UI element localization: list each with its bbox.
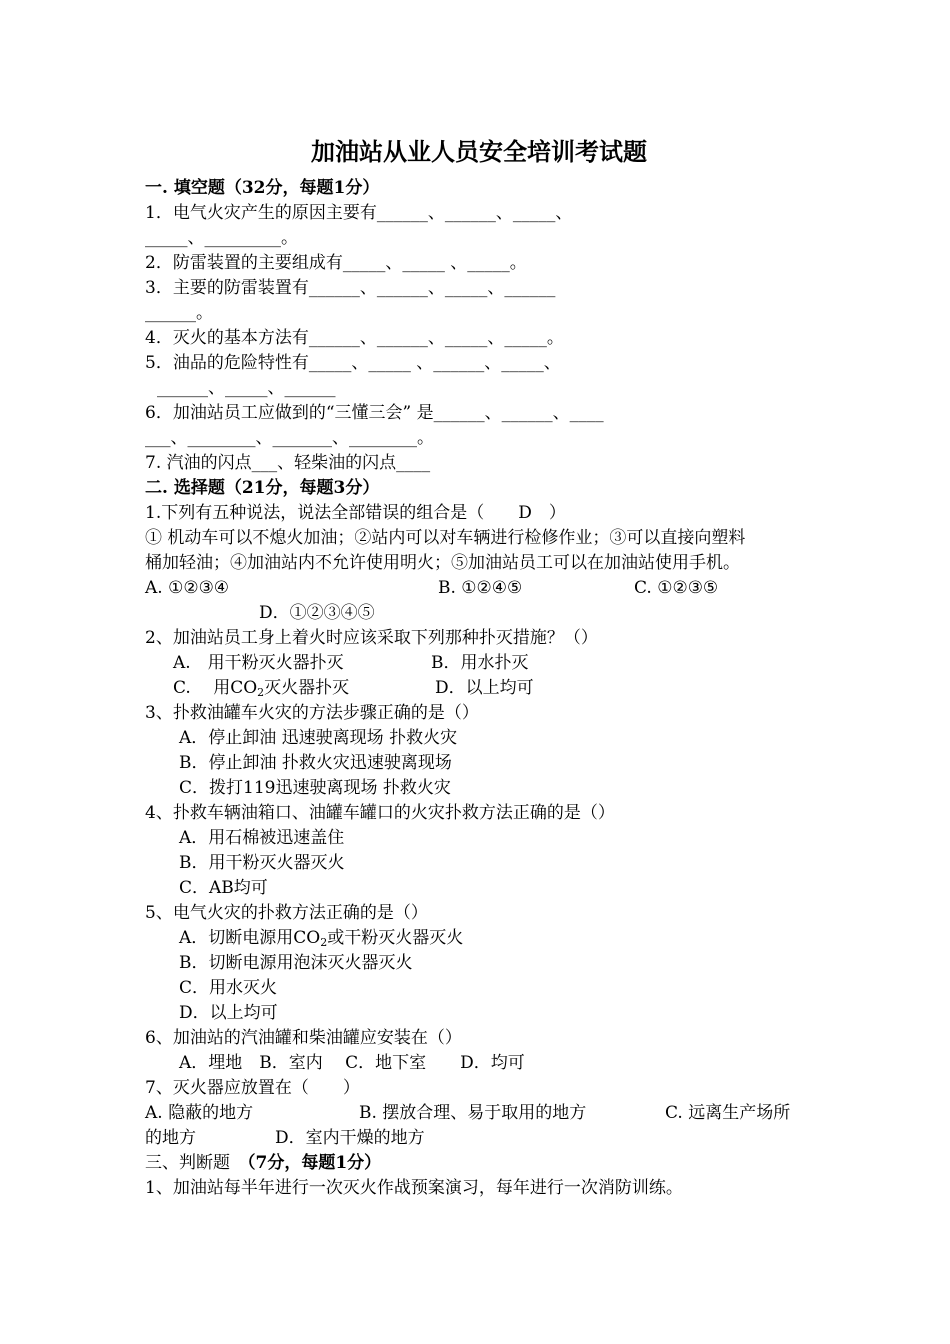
option-b: B．用干粉灭火器灭火 — [179, 853, 345, 873]
option-a: A．切断电源用$CO_2$或干粉灭火器灭火 — [179, 928, 464, 949]
option-d: D．以上均可 — [179, 1003, 278, 1023]
fill-line: ______。 — [145, 303, 213, 323]
question-text: 桶加轻油；④加油站内不允许使用明火；⑤加油站员工可以在加油站使用手机。 — [145, 553, 740, 573]
option-a: A. 用干粉灭火器扑灭 — [173, 653, 344, 673]
option-a: A. 隐蔽的地方 — [145, 1103, 254, 1123]
option-row — [145, 651, 813, 676]
fill-line: 7. 汽油的闪点___、轻柴油的闪点____ — [145, 453, 431, 473]
question-stem: 3、扑救油罐车火灾的方法步骤正确的是（） — [145, 703, 479, 723]
fill-line: ___、________、_______、________。 — [145, 428, 434, 448]
option-row — [145, 1126, 813, 1151]
option-c-continued: 的地方 — [145, 1128, 196, 1148]
option-c: C．拨打119迅速驶离现场 扑救火灾 — [179, 778, 451, 798]
fill-line: 3．主要的防雷装置有______、______、_____、______ — [145, 278, 556, 298]
option-d: D．室内干燥的地方 — [275, 1128, 425, 1148]
option-b: B．切断电源用泡沫灭火器灭火 — [179, 953, 413, 973]
question-stem: 6、加油站的汽油罐和柴油罐应安装在（） — [145, 1028, 462, 1048]
question-stem: 1、加油站每半年进行一次灭火作战预案演习，每年进行一次消防训练。 — [145, 1178, 683, 1198]
fill-line: 4．灭火的基本方法有______、______、_____、_____。 — [145, 328, 564, 348]
section-choice-heading: 二. 选择题（21分，每题3分） — [145, 478, 380, 498]
option-b: B. 摆放合理、易于取用的地方 — [359, 1103, 587, 1123]
question-stem: 4、扑救车辆油箱口、油罐车罐口的火灾扑救方法正确的是（） — [145, 803, 615, 823]
option-row — [145, 676, 813, 701]
option-a: A．用石棉被迅速盖住 — [179, 828, 345, 848]
option-c: C. ①②③⑤ — [634, 578, 719, 598]
option-c: C．用水灭火 — [179, 978, 278, 998]
option-a: A．停止卸油 迅速驶离现场 扑救火灾 — [179, 728, 458, 748]
fill-line: _____、_________。 — [145, 228, 298, 248]
question-stem: 7、灭火器应放置在（ ） — [145, 1078, 360, 1098]
question-text: ① 机动车可以不熄火加油；②站内可以对车辆进行检修作业；③可以直接向塑料 — [145, 528, 746, 548]
option-c: C．AB均可 — [179, 878, 268, 898]
fill-line: 6．加油站员工应做到的“三懂三会” 是______、______、____ — [145, 403, 604, 423]
option-b: B. ①②④⑤ — [438, 578, 523, 598]
question-stem: 5、电气火灾的扑救方法正确的是（） — [145, 903, 428, 923]
exam-page — [145, 128, 813, 1201]
option-b: B．停止卸油 扑救火灾迅速驶离现场 — [179, 753, 452, 773]
option-d: D．以上均可 — [435, 678, 534, 698]
fill-line: 2．防雷装置的主要组成有_____、_____ 、_____。 — [145, 253, 527, 273]
fill-line: 5．油品的危险特性有_____、_____ 、______、_____、 — [145, 353, 561, 373]
option-a: A. ①②③④ — [145, 578, 230, 598]
option-row — [145, 576, 813, 601]
page-title: 加油站从业人员安全培训考试题 — [311, 137, 647, 166]
option-c: C. 用$CO_2$灭火器扑灭 — [173, 678, 350, 699]
option-b: B．用水扑灭 — [431, 653, 529, 673]
option-row — [145, 1101, 813, 1126]
section-fill-in-heading: 一. 填空题（32分，每题1分） — [145, 178, 380, 198]
question-stem: 2、加油站员工身上着火时应该采取下列那种扑灭措施？（） — [145, 628, 598, 648]
section-judge-heading: 三、判断题 （7分，每题1分） — [145, 1153, 382, 1173]
fill-line: ______、_____、______ — [157, 378, 336, 398]
question-stem: 1.下列有五种说法，说法全部错误的组合是（ D ） — [145, 503, 566, 523]
option-c: C. 远离生产场所 — [665, 1103, 791, 1123]
option-row: A．埋地 B．室内 C．地下室 D．均可 — [179, 1053, 525, 1073]
fill-line: 1．电气火灾产生的原因主要有______、______、_____、 — [145, 203, 573, 223]
option-d: D．①②③④⑤ — [259, 603, 375, 623]
